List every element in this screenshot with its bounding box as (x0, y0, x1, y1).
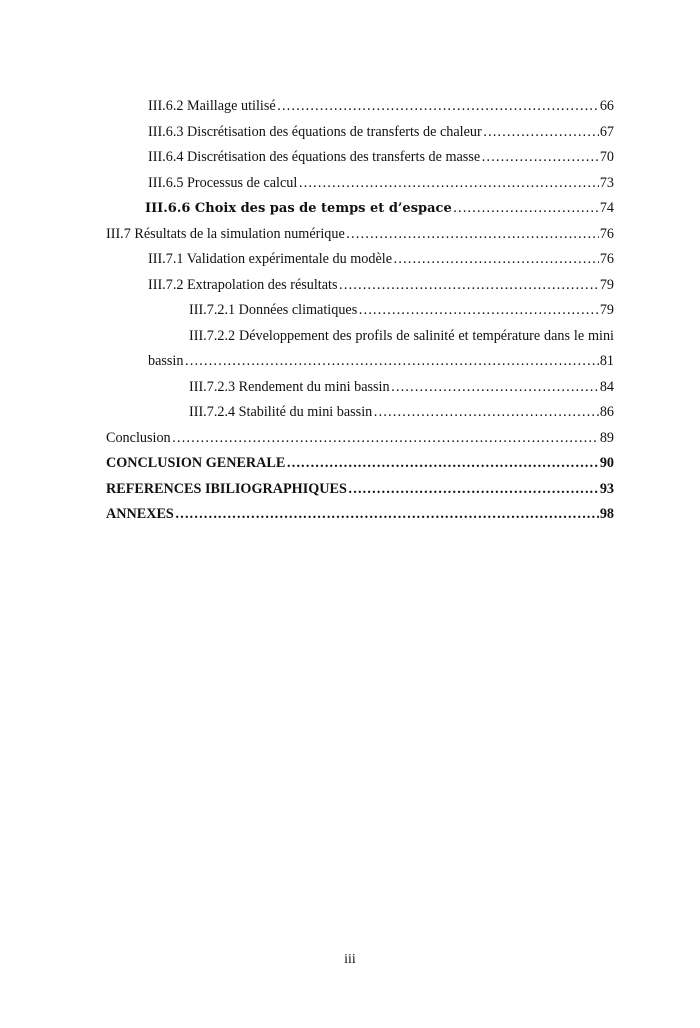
toc-entry-page: 79 (599, 302, 614, 318)
table-of-contents (106, 98, 614, 532)
toc-entry-page: 98 (599, 506, 614, 522)
toc-entry-label: III.7 Résultats de la simulation numérique (106, 225, 345, 242)
toc-dot-leader (277, 98, 599, 115)
toc-entry-page: 76 (599, 251, 614, 267)
toc-entry-page: 90 (599, 455, 614, 471)
toc-dot-leader (358, 302, 599, 319)
toc-entry-chapter[interactable] (106, 455, 614, 481)
toc-entry-page: 73 (599, 174, 614, 191)
toc-dot-leader (483, 124, 599, 141)
toc-entry[interactable] (106, 149, 614, 175)
toc-dot-leader (348, 481, 599, 498)
toc-entry-label: III.7.2 Extrapolation des résultats (148, 276, 338, 293)
toc-dot-leader (184, 353, 598, 370)
toc-entry-page: 84 (599, 378, 614, 395)
toc-entry-page: 79 (599, 276, 614, 293)
toc-dot-leader (172, 430, 599, 447)
toc-entry-label: ANNEXES (106, 506, 174, 522)
toc-dot-leader (481, 149, 599, 166)
toc-entry[interactable] (106, 124, 614, 150)
toc-entry[interactable] (106, 302, 614, 328)
toc-entry-page: 89 (599, 429, 614, 446)
toc-entry[interactable] (106, 251, 614, 277)
toc-entry[interactable] (106, 404, 614, 430)
toc-entry-label: III.7.2.1 Données climatiques (189, 302, 358, 318)
toc-entry-page: 67 (599, 123, 614, 140)
toc-entry[interactable] (106, 277, 614, 303)
toc-entry-label: III.6.3 Discrétisation des équations de transferts de chaleur (148, 123, 482, 140)
toc-entry-page: 66 (599, 98, 614, 114)
toc-entry-page: 74 (599, 200, 614, 216)
toc-entry-chapter[interactable] (106, 481, 614, 507)
toc-entry-page: 86 (599, 404, 614, 420)
toc-entry-label: Conclusion (106, 429, 171, 446)
toc-entry-label: bassin (148, 353, 184, 369)
toc-entry-label: III.7.2.2 Développement des profils de salinité et température dans le mini (189, 327, 614, 344)
toc-entry-page: 76 (599, 225, 614, 242)
toc-entry-page: 70 (599, 149, 614, 165)
toc-entry-wrapped[interactable] (106, 328, 614, 354)
toc-entry[interactable] (106, 430, 614, 456)
toc-entry-label: CONCLUSION GENERALE (106, 455, 286, 471)
toc-dot-leader (393, 251, 599, 268)
toc-dot-leader (373, 404, 599, 421)
toc-dot-leader (175, 506, 599, 523)
toc-dot-leader (286, 455, 598, 472)
toc-dot-leader (391, 379, 599, 396)
toc-dot-leader (346, 226, 599, 243)
toc-entry-page: 81 (599, 353, 614, 369)
toc-dot-leader (453, 200, 599, 217)
toc-entry-label: III.6.5 Processus de calcul (148, 174, 298, 191)
toc-entry-label: III.7.2.3 Rendement du mini bassin (189, 378, 390, 395)
toc-entry[interactable] (106, 226, 614, 252)
toc-entry[interactable] (106, 200, 614, 226)
toc-entry[interactable] (106, 379, 614, 405)
toc-entry-chapter[interactable] (106, 506, 614, 532)
toc-entry[interactable] (106, 98, 614, 124)
toc-dot-leader (339, 277, 599, 294)
toc-entry-continuation[interactable] (106, 353, 614, 379)
toc-dot-leader (298, 175, 598, 192)
toc-entry-label: REFERENCES IBILIOGRAPHIQUES (106, 480, 347, 497)
toc-entry-page: 93 (599, 480, 614, 497)
toc-entry-label: III.6.2 Maillage utilisé (148, 98, 276, 114)
toc-entry-label: III.7.1 Validation expérimentale du modèle (148, 251, 392, 267)
page-number: iii (344, 952, 356, 967)
toc-entry-label: III.7.2.4 Stabilité du mini bassin (189, 404, 373, 420)
toc-entry[interactable] (106, 175, 614, 201)
toc-entry-label: III.6.4 Discrétisation des équations des transferts de masse (148, 149, 481, 165)
toc-entry-label: III.6.6 Choix des pas de temps et d’espace (145, 201, 452, 216)
